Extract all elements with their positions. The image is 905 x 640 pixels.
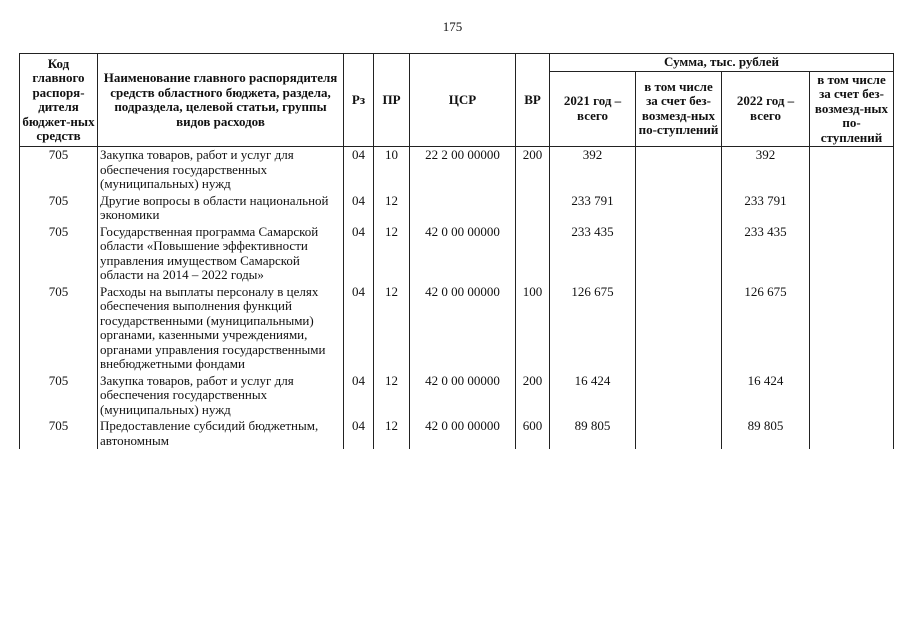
cell-2022-total: 233 791 [722, 193, 810, 224]
cell-name: Закупка товаров, работ и услуг для обеспечения государственных (муниципальных) нужд [98, 147, 344, 193]
cell-csr: 42 0 00 00000 [410, 224, 516, 284]
cell-rz: 04 [344, 147, 374, 193]
cell-2021-free [636, 284, 722, 373]
cell-2021-free [636, 224, 722, 284]
cell-vr [516, 224, 550, 284]
cell-rz: 04 [344, 193, 374, 224]
header-sum-group: Сумма, тыс. рублей [550, 54, 894, 72]
cell-name: Другие вопросы в области национальной экономики [98, 193, 344, 224]
header-2022-total: 2022 год – всего [722, 71, 810, 147]
cell-2022-total: 16 424 [722, 373, 810, 419]
cell-2022-free [810, 193, 894, 224]
cell-pr: 12 [374, 224, 410, 284]
page-number: 175 [442, 19, 463, 34]
cell-2021-free [636, 418, 722, 449]
cell-2021-total: 392 [550, 147, 636, 193]
cell-pr: 12 [374, 193, 410, 224]
table-row [20, 418, 894, 449]
cell-2021-total: 89 805 [550, 418, 636, 449]
cell-2021-total: 233 435 [550, 224, 636, 284]
cell-code: 705 [20, 224, 98, 284]
cell-vr: 100 [516, 284, 550, 373]
header-code: Код главного распоря-дителя бюджет-ных средств [20, 54, 98, 147]
cell-2022-total: 89 805 [722, 418, 810, 449]
table-header [20, 54, 894, 147]
cell-rz: 04 [344, 224, 374, 284]
header-2022-free: в том числе за счет без-возмезд-ных по-ступлений [810, 71, 894, 147]
table-row [20, 193, 894, 224]
cell-2022-free [810, 147, 894, 193]
cell-2022-free [810, 284, 894, 373]
table-row [20, 224, 894, 284]
table-row [20, 373, 894, 419]
cell-2022-free [810, 224, 894, 284]
cell-csr: 42 0 00 00000 [410, 284, 516, 373]
budget-table [19, 53, 894, 449]
cell-csr: 22 2 00 00000 [410, 147, 516, 193]
cell-2022-free [810, 373, 894, 419]
header-vr: ВР [516, 54, 550, 147]
cell-pr: 12 [374, 284, 410, 373]
cell-code: 705 [20, 418, 98, 449]
cell-2021-total: 126 675 [550, 284, 636, 373]
table-body [20, 147, 894, 450]
cell-rz: 04 [344, 418, 374, 449]
cell-2021-free [636, 193, 722, 224]
cell-vr: 200 [516, 147, 550, 193]
cell-vr: 600 [516, 418, 550, 449]
cell-name: Расходы на выплаты персоналу в целях обеспечения выполнения функций государственными (муниципальными) органами, казенными учреждениями, органами управления государственными внебюджетными фондами [98, 284, 344, 373]
cell-name: Государственная программа Самарской области «Повышение эффективности управления имуществом Самарской области на 2014 – 2022 годы» [98, 224, 344, 284]
cell-name: Закупка товаров, работ и услуг для обеспечения государственных (муниципальных) нужд [98, 373, 344, 419]
cell-2021-free [636, 373, 722, 419]
cell-code: 705 [20, 147, 98, 193]
cell-pr: 12 [374, 418, 410, 449]
header-name: Наименование главного распорядителя средств областного бюджета, раздела, подраздела, целевой статьи, группы видов расходов [98, 54, 344, 147]
cell-csr: 42 0 00 00000 [410, 418, 516, 449]
header-pr: ПР [374, 54, 410, 147]
cell-2022-total: 392 [722, 147, 810, 193]
cell-pr: 12 [374, 373, 410, 419]
cell-2022-free [810, 418, 894, 449]
cell-rz: 04 [344, 373, 374, 419]
cell-rz: 04 [344, 284, 374, 373]
cell-code: 705 [20, 193, 98, 224]
cell-name: Предоставление субсидий бюджетным, автономным [98, 418, 344, 449]
header-rz: Рз [344, 54, 374, 147]
cell-2021-total: 233 791 [550, 193, 636, 224]
cell-pr: 10 [374, 147, 410, 193]
cell-2021-total: 16 424 [550, 373, 636, 419]
table-row [20, 147, 894, 193]
header-2021-total: 2021 год – всего [550, 71, 636, 147]
cell-2021-free [636, 147, 722, 193]
cell-csr: 42 0 00 00000 [410, 373, 516, 419]
cell-vr: 200 [516, 373, 550, 419]
cell-2022-total: 126 675 [722, 284, 810, 373]
cell-2022-total: 233 435 [722, 224, 810, 284]
cell-vr [516, 193, 550, 224]
header-csr: ЦСР [410, 54, 516, 147]
cell-csr [410, 193, 516, 224]
cell-code: 705 [20, 373, 98, 419]
cell-code: 705 [20, 284, 98, 373]
table-row [20, 284, 894, 373]
header-2021-free: в том числе за счет без-возмезд-ных по-ступлений [636, 71, 722, 147]
